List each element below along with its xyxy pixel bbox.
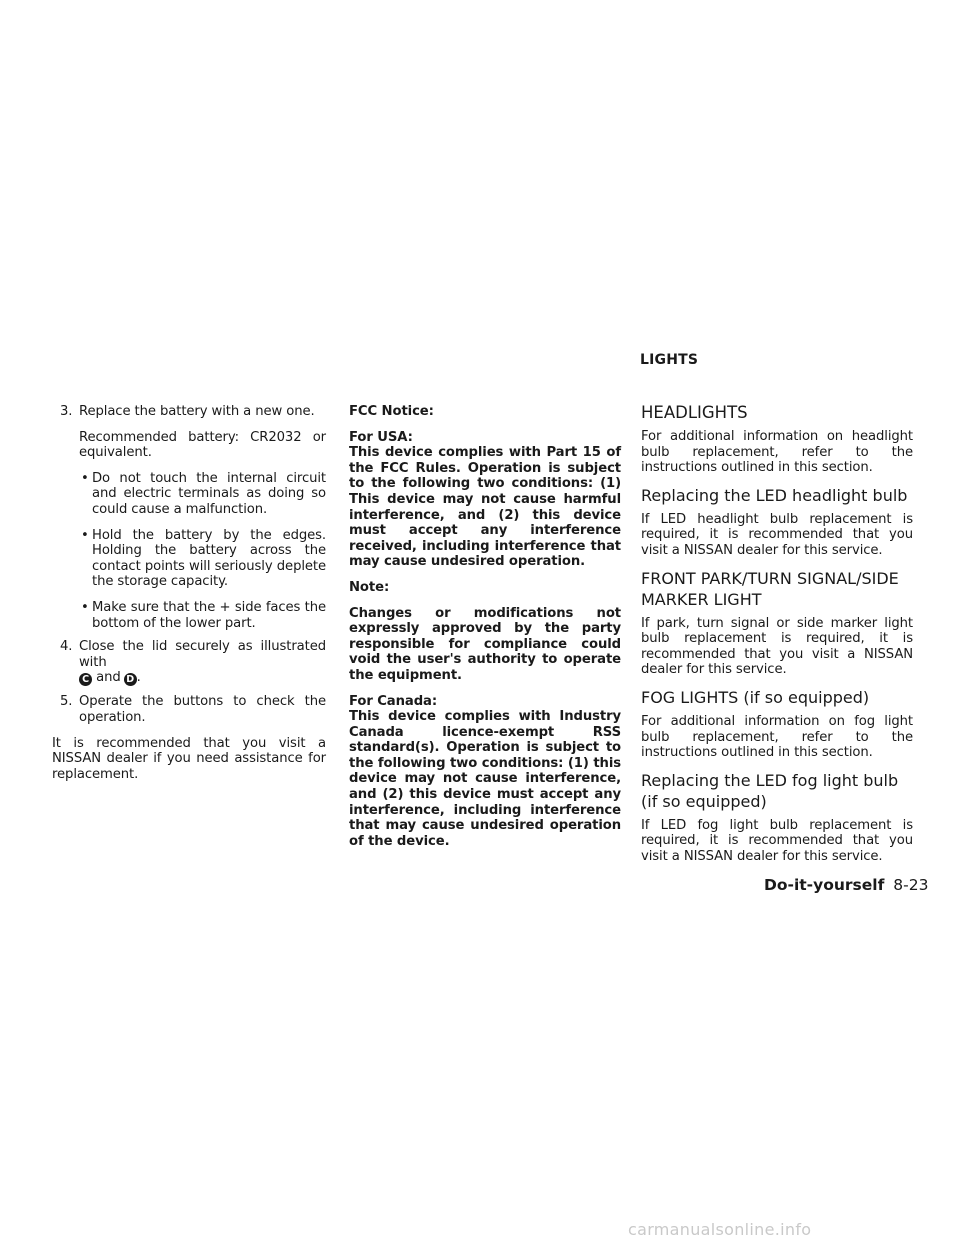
step-number: 4. (60, 639, 73, 655)
bullet-text: Make sure that the + side faces the bottom of the lower part. (92, 599, 326, 631)
fog-lights-heading: FOG LIGHTS (if so equipped) (641, 687, 870, 707)
step-text: Replace the battery with a new one. (79, 404, 315, 419)
callout-d-icon: D (124, 673, 137, 686)
page-footer (764, 876, 928, 894)
list-item (52, 471, 326, 518)
note-heading: Note: (349, 579, 390, 595)
footer-section: Do-it-yourself (764, 876, 885, 894)
step-number: 5. (60, 694, 73, 710)
step-3 (52, 404, 326, 420)
led-fog-text: If LED fog light bulb replacement is required, it is recommended that you visit a NISSAN dealer for this service. (641, 817, 913, 864)
step-5 (52, 694, 326, 725)
canada-statement: This device complies with Industry Canada licence-exempt RSS standard(s). Operation is subject to the following two conditions: (1) this device may not cause interference, and (2) this device must accept any interference, including interference that may cause undesired operation of the device. (349, 709, 621, 849)
for-usa-heading: For USA: (349, 429, 413, 445)
watermark-text: carmanualsonline.info (628, 1220, 812, 1239)
led-headlight-text: If LED headlight bulb replacement is required, it is recommended that you visit a NISSAN dealer for this service. (641, 511, 913, 558)
bullet-icon: • (81, 599, 89, 615)
led-headlight-heading: Replacing the LED headlight bulb (641, 485, 908, 505)
headlights-text: For additional information on headlight bulb replacement, refer to the instructions outlined in this section. (641, 429, 913, 476)
step-text: Operate the buttons to check the operation. (79, 694, 326, 725)
list-item (52, 528, 326, 590)
bullet-icon: • (81, 527, 89, 543)
step-and: and (96, 670, 121, 686)
callout-c-icon: C (79, 673, 92, 686)
middle-column (349, 404, 621, 849)
usa-statement: This device complies with Part 15 of the FCC Rules. Operation is subject to the following two conditions: (1) This device may not cause harmful interference, and (2) this device must accept any interference received, including interference that may cause undesired operation. (349, 445, 621, 570)
bullet-icon: • (81, 470, 89, 486)
fog-lights-text: For additional information on fog light bulb replacement, refer to the instructions outlined in this section. (641, 713, 913, 761)
section-tab-title: LIGHTS (640, 352, 699, 368)
step-number: 3. (60, 404, 73, 419)
recommended-battery: Recommended battery: CR2032 or equivalent. (79, 429, 326, 461)
front-park-text: If park, turn signal or side marker light bulb replacement is required, it is recommended that you visit a NISSAN dealer for this service. (641, 615, 913, 678)
right-column (641, 402, 913, 865)
bullet-text: Do not touch the internal circuit and electric terminals as doing so could cause a malfunction. (92, 470, 326, 517)
footer-page-number: 8-23 (893, 876, 929, 894)
for-canada-heading: For Canada: (349, 693, 438, 709)
left-column (52, 404, 326, 782)
bullet-text: Hold the battery by the edges. Holding the battery across the contact points will seriously deplete the storage capacity. (92, 527, 326, 590)
list-item (52, 600, 326, 631)
headlights-heading: HEADLIGHTS (641, 403, 748, 422)
fcc-notice-heading: FCC Notice: (349, 404, 434, 419)
step-period: . (136, 670, 141, 686)
step-text: Close the lid securely as illustrated with (79, 639, 326, 670)
step-4 (52, 639, 326, 686)
note-statement: Changes or modifications not expressly approved by the party responsible for compliance could void the user's authority to operate the equipment. (349, 605, 621, 683)
led-fog-heading: Replacing the LED fog light bulb (if so equipped) (641, 770, 899, 811)
closing-paragraph: It is recommended that you visit a NISSAN dealer if you need assistance for replacement. (52, 735, 326, 782)
front-park-heading: FRONT PARK/TURN SIGNAL/SIDE MARKER LIGHT (641, 568, 899, 609)
